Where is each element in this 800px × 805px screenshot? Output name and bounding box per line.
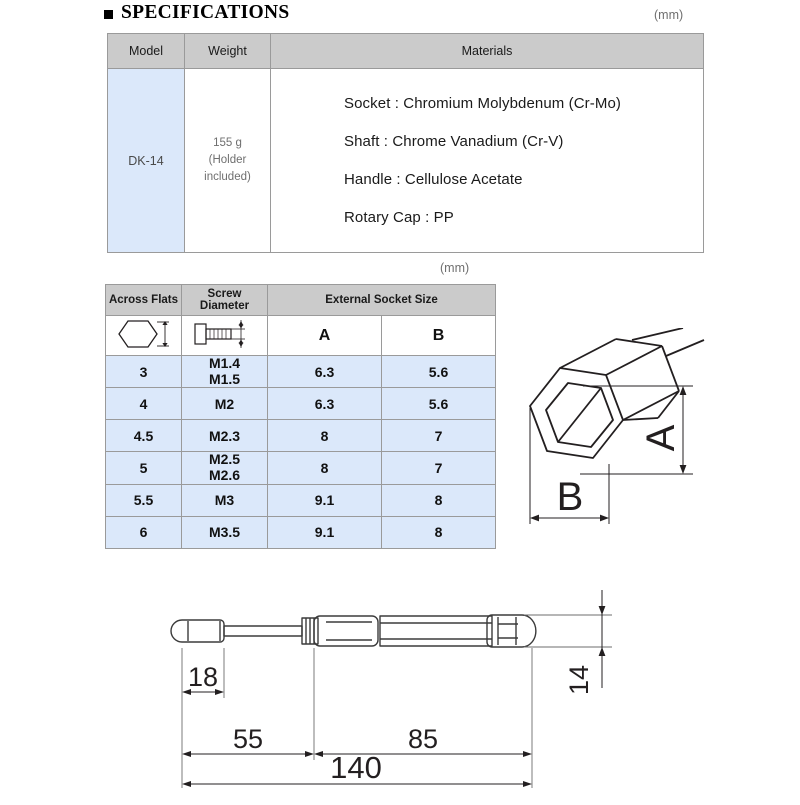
cell-across-flats: 5 <box>106 452 182 484</box>
table-row <box>106 388 496 420</box>
materials-list <box>344 85 703 237</box>
cell-across-flats: 5.5 <box>106 484 182 516</box>
cell-screw-diameter: M2 <box>182 388 268 420</box>
cell-weight-value <box>185 69 271 253</box>
cell-socket-a: 8 <box>268 452 382 484</box>
square-bullet-icon <box>104 10 113 19</box>
material-item: Shaft : Chrome Vanadium (Cr-V) <box>344 133 564 150</box>
dimension-label-140: 140 <box>330 750 382 785</box>
cell-socket-a: 6.3 <box>268 388 382 420</box>
table-icon-row <box>106 316 496 356</box>
cell-socket-a: 6.3 <box>268 356 382 388</box>
screwdriver-dimension-drawing <box>120 588 680 805</box>
cell-socket-b: 8 <box>382 484 496 516</box>
column-header-weight: Weight <box>185 34 271 69</box>
unit-note-sizes-table: (mm) <box>440 261 470 275</box>
cell-screw-diameter <box>182 452 268 484</box>
unit-note-spec-table: (mm) <box>654 8 684 22</box>
column-header-model: Model <box>108 34 185 69</box>
table-row <box>106 452 496 484</box>
weight-line-2: (Holder <box>208 154 247 167</box>
cell-model-value: DK-14 <box>108 69 185 253</box>
hex-socket-drawing-svg <box>508 328 798 568</box>
table-row <box>106 420 496 452</box>
cell-across-flats: 4.5 <box>106 420 182 452</box>
screw-diameter-line: M1.4 <box>208 355 241 371</box>
page-title <box>104 2 290 24</box>
socket-size-table <box>105 284 496 549</box>
screw-diameter-line: M2.6 <box>208 467 241 484</box>
cell-screw-diameter: M3 <box>182 484 268 516</box>
table-header-row <box>106 285 496 316</box>
cell-across-flats: 6 <box>106 516 182 548</box>
cell-socket-a: 9.1 <box>268 516 382 548</box>
dimension-label-18: 18 <box>187 662 219 692</box>
sub-column-header-a: A <box>268 316 382 356</box>
screw-diameter-line: M1.5 <box>208 370 241 387</box>
cell-socket-a: 8 <box>268 420 382 452</box>
table-row <box>108 69 704 253</box>
hex-socket-isometric-drawing <box>508 328 798 573</box>
cell-screw-diameter: M3.5 <box>182 516 268 548</box>
specifications-table <box>107 33 704 253</box>
column-header-screw-diameter: Screw Diameter <box>182 285 268 316</box>
screwdriver-drawing-svg <box>120 588 680 800</box>
material-item: Socket : Chromium Molybdenum (Cr-Mo) <box>344 95 621 112</box>
cell-socket-a: 9.1 <box>268 484 382 516</box>
table-header-row <box>108 34 704 69</box>
cell-socket-b: 5.6 <box>382 388 496 420</box>
cell-socket-b: 7 <box>382 420 496 452</box>
cell-screw-diameter <box>182 356 268 388</box>
cell-socket-b: 5.6 <box>382 356 496 388</box>
cell-screw-diameter: M2.3 <box>182 420 268 452</box>
cell-materials-value <box>271 69 704 253</box>
cell-socket-b: 7 <box>382 452 496 484</box>
table-row <box>106 484 496 516</box>
table-row <box>106 516 496 548</box>
dimension-label-b: B <box>556 475 584 519</box>
section-title-text: SPECIFICATIONS <box>121 2 290 23</box>
table-row <box>106 356 496 388</box>
weight-line-1: 155 g <box>213 137 242 150</box>
column-header-external-socket-size: External Socket Size <box>268 285 496 316</box>
dimension-label-55: 55 <box>232 724 264 754</box>
column-header-across-flats: Across Flats <box>106 285 182 316</box>
hex-nut-icon <box>106 316 182 356</box>
hex-nut-icon-svg <box>109 317 179 351</box>
screw-diameter-line: M2.5 <box>208 451 241 468</box>
dimension-label-85: 85 <box>407 724 439 754</box>
column-header-materials: Materials <box>271 34 704 69</box>
cell-across-flats: 3 <box>106 356 182 388</box>
bolt-icon <box>182 316 268 356</box>
bolt-icon-svg <box>185 317 265 351</box>
cell-across-flats: 4 <box>106 388 182 420</box>
cell-socket-b: 8 <box>382 516 496 548</box>
dimension-label-14: 14 <box>564 664 594 696</box>
material-item: Handle : Cellulose Acetate <box>344 171 523 188</box>
dimension-label-a: A <box>639 424 683 452</box>
sub-column-header-b: B <box>382 316 496 356</box>
weight-line-3: included) <box>204 170 251 183</box>
material-item: Rotary Cap : PP <box>344 209 454 226</box>
